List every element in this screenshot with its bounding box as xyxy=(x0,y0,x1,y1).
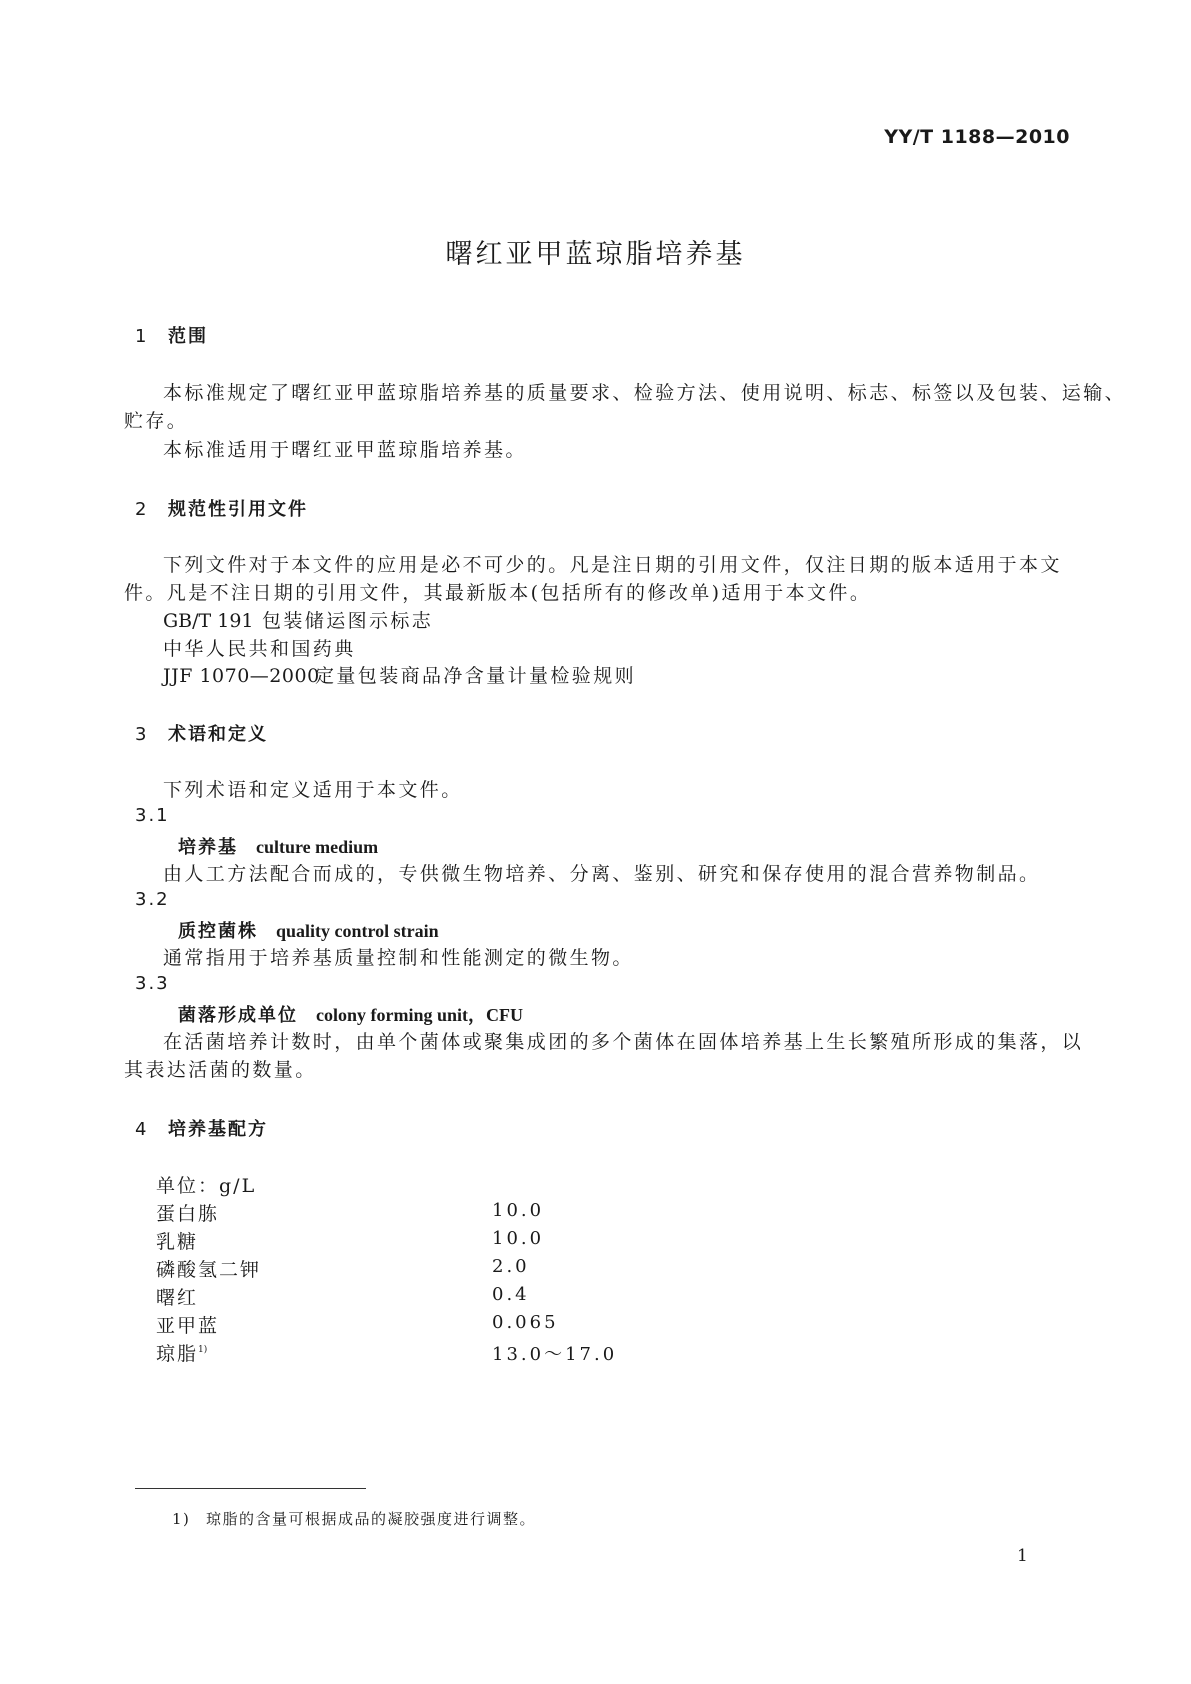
section-title: 规范性引用文件 xyxy=(168,499,308,520)
ingredient-name: 琼脂 xyxy=(156,1343,199,1365)
section-number: 1 xyxy=(135,326,149,347)
scope-applicability: 本标准适用于曙红亚甲蓝琼脂培养基。 xyxy=(163,439,527,461)
term-number: 3.1 xyxy=(135,805,170,826)
ingredient-value: 10.0 xyxy=(492,1200,545,1221)
ingredient-row-agar xyxy=(156,1339,207,1366)
footnote xyxy=(172,1508,536,1529)
term-definition-line1: 在活菌培养计数时，由单个菌体或聚集成团的多个菌体在固体培养基上生长繁殖所形成的集落，以 xyxy=(163,1031,1084,1053)
reference-item xyxy=(163,634,356,661)
section-4-heading xyxy=(135,1115,268,1141)
reference-title: 包装储运图示标志 xyxy=(262,610,434,632)
term-definition: 通常指用于培养基质量控制和性能测定的微生物。 xyxy=(163,947,634,969)
section-3-heading xyxy=(135,720,268,746)
ingredient-value: 10.0 xyxy=(492,1228,545,1249)
section-title: 范围 xyxy=(168,326,208,347)
ingredient-name: 曙红 xyxy=(156,1287,199,1309)
reference-item xyxy=(163,661,636,688)
ingredient-value: 2.0 xyxy=(492,1256,530,1277)
term-definition: 由人工方法配合而成的，专供微生物培养、分离、鉴别、研究和保存使用的混合营养物制品。 xyxy=(163,863,1041,885)
scope-paragraph-line2: 贮存。 xyxy=(124,410,189,432)
section-title: 培养基配方 xyxy=(168,1119,268,1140)
footnote-divider xyxy=(135,1488,366,1489)
references-paragraph-line2: 件。凡是不注日期的引用文件，其最新版本(包括所有的修改单)适用于本文件。 xyxy=(124,582,872,604)
ingredient-name: 磷酸氢二钾 xyxy=(156,1259,262,1281)
standard-number: YY/T 1188—2010 xyxy=(884,126,1070,148)
ingredient-value: 0.4 xyxy=(492,1284,530,1305)
ingredient-name: 亚甲蓝 xyxy=(156,1315,220,1337)
ingredient-name: 蛋白胨 xyxy=(156,1203,220,1225)
section-title: 术语和定义 xyxy=(168,724,268,745)
reference-code: JJF 1070—2000 xyxy=(163,665,320,687)
term-heading xyxy=(178,1001,523,1027)
reference-code: GB/T 191 xyxy=(163,610,254,632)
term-en: culture medium xyxy=(256,837,379,857)
unit-label: 单位：g/L xyxy=(156,1175,257,1197)
reference-item xyxy=(163,606,433,633)
term-zh: 培养基 xyxy=(178,837,238,858)
scope-paragraph-line1: 本标准规定了曙红亚甲蓝琼脂培养基的质量要求、检验方法、使用说明、标志、标签以及包装、运输、 xyxy=(163,382,1127,404)
section-number: 2 xyxy=(135,499,149,520)
term-en: quality control strain xyxy=(276,921,439,941)
page-number: 1 xyxy=(1017,1546,1028,1566)
section-number: 4 xyxy=(135,1119,149,1140)
term-zh: 质控菌株 xyxy=(178,921,258,942)
term-en: colony forming unit，CFU xyxy=(316,1005,523,1025)
term-heading xyxy=(178,917,439,943)
reference-title: 定量包装商品净含量计量检验规则 xyxy=(315,665,637,687)
reference-title: 中华人民共和国药典 xyxy=(163,638,356,660)
section-2-heading xyxy=(135,495,308,521)
ingredient-value: 0.065 xyxy=(492,1312,559,1333)
term-zh: 菌落形成单位 xyxy=(178,1005,298,1026)
document-title: 曙红亚甲蓝琼脂培养基 xyxy=(445,239,746,270)
term-heading xyxy=(178,833,378,859)
ingredient-name: 乳糖 xyxy=(156,1231,199,1253)
term-number: 3.3 xyxy=(135,973,170,994)
terms-intro: 下列术语和定义适用于本文件。 xyxy=(163,779,463,801)
section-number: 3 xyxy=(135,724,149,745)
term-number: 3.2 xyxy=(135,889,170,910)
footnote-text: 琼脂的含量可根据成品的凝胶强度进行调整。 xyxy=(206,1510,537,1528)
references-paragraph-line1: 下列文件对于本文件的应用是必不可少的。凡是注日期的引用文件，仅注日期的版本适用于本文 xyxy=(163,554,1062,576)
section-1-heading xyxy=(135,322,208,348)
ingredient-value: 13.0～17.0 xyxy=(492,1344,618,1365)
footnote-ref: 1) xyxy=(198,1345,208,1355)
footnote-mark: 1) xyxy=(172,1510,191,1528)
term-definition-line2: 其表达活菌的数量。 xyxy=(124,1059,317,1081)
